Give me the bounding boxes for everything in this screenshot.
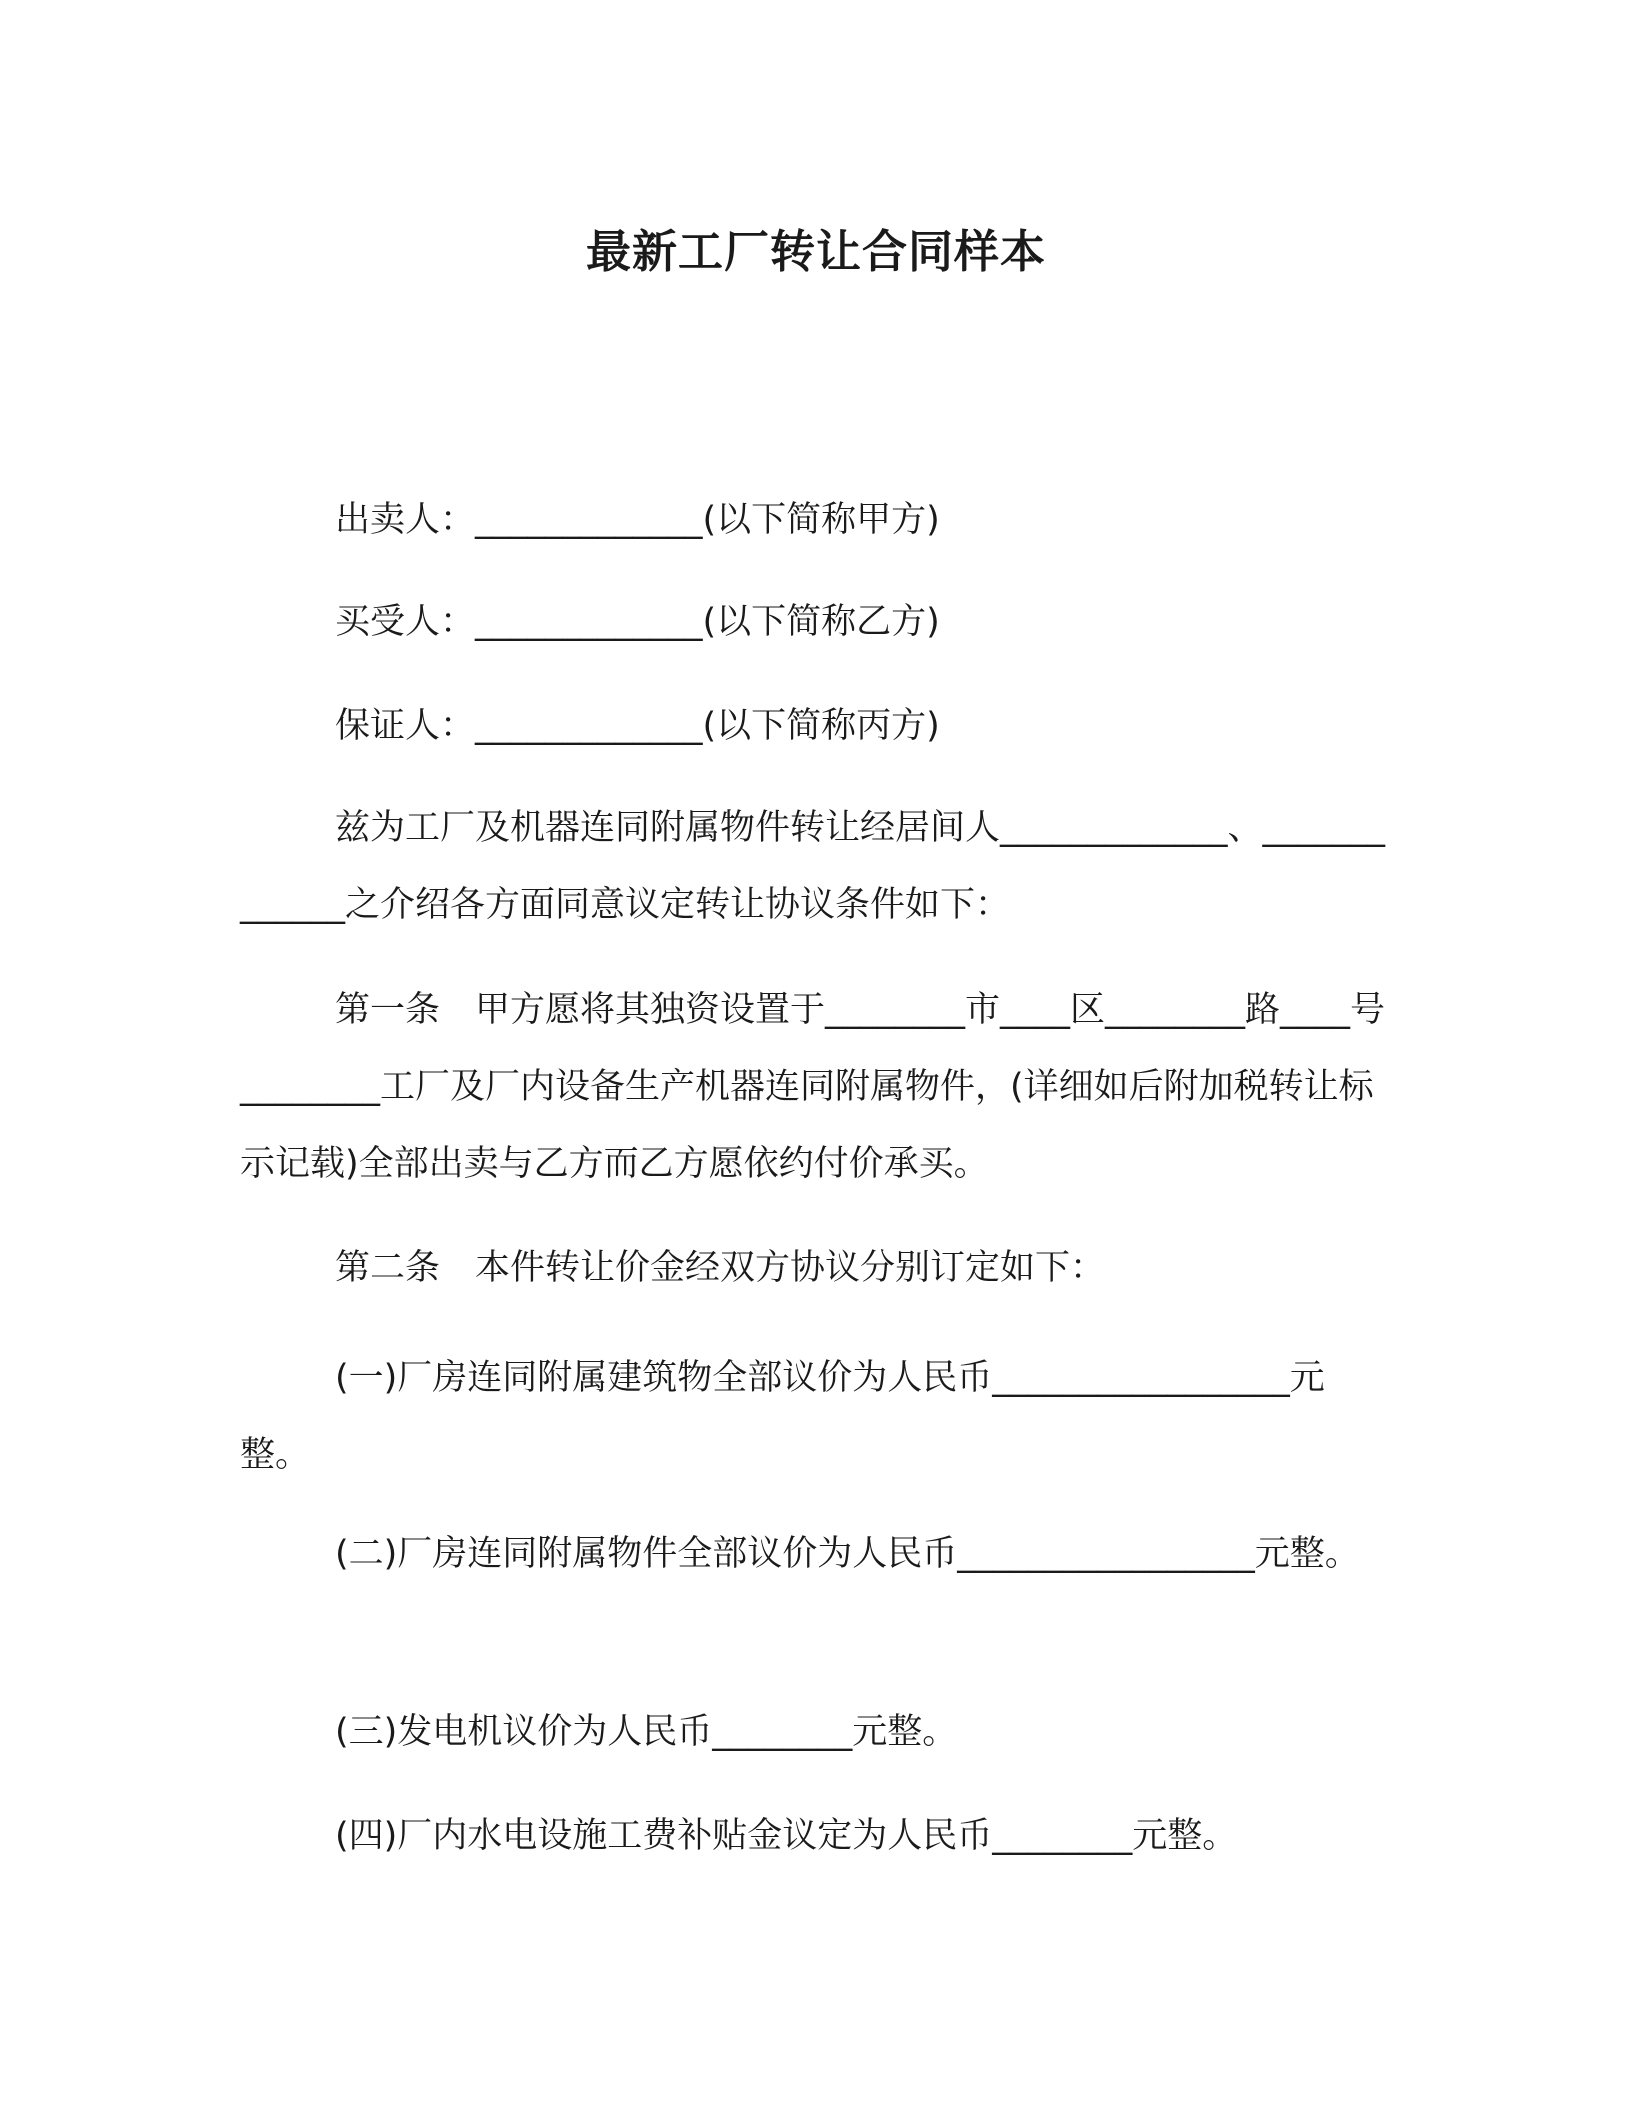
price-item-two: (二)厂房连同附属物件全部议价为人民币_________________元整。 bbox=[335, 1534, 1360, 1574]
party-guarantor-line: 保证人：_____________(以下简称丙方) bbox=[335, 706, 940, 746]
price-item-three: (三)发电机议价为人民币________元整。 bbox=[335, 1712, 958, 1752]
price-item-four: (四)厂内水电设施工费补贴金议定为人民币________元整。 bbox=[335, 1816, 1238, 1856]
article-one-paragraph: 第一条 甲方愿将其独资设置于________市____区________路____号________工厂及厂内设备生产机器连同附属物件，(详细如后附加税转让标示记载)全部出卖与乙方而乙方愿依约付价承买。 bbox=[240, 990, 1386, 1184]
intro-paragraph: 兹为工厂及机器连同附属物件转让经居间人_____________、_____________之介绍各方面同意议定转让协议条件如下： bbox=[240, 808, 1386, 925]
document-title: 最新工厂转让合同样本 bbox=[585, 225, 1046, 278]
party-buyer-line: 买受人：_____________(以下简称乙方) bbox=[335, 602, 940, 642]
price-item-one: (一)厂房连同附属建筑物全部议价为人民币_________________元整。 bbox=[240, 1358, 1325, 1475]
article-two-paragraph: 第二条 本件转让价金经双方协议分别订定如下： bbox=[335, 1248, 1106, 1288]
party-seller-line: 出卖人：_____________(以下简称甲方) bbox=[335, 500, 940, 540]
